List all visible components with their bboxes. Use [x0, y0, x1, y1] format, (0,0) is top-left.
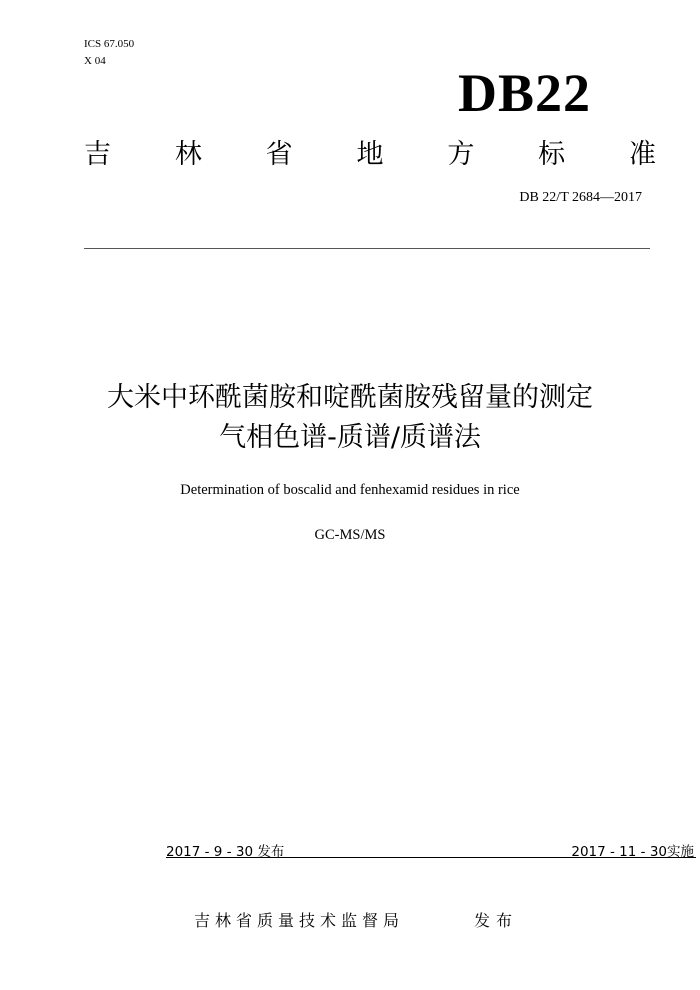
title-line-2: 气相色谱-质谱/质谱法: [219, 422, 481, 453]
db-logo: DB22: [458, 63, 592, 123]
header-divider: [84, 248, 650, 249]
standard-type: [84, 138, 656, 172]
ccs-code: X 04: [84, 55, 106, 67]
standard-code: DB 22/T 2684—2017: [519, 190, 642, 205]
implementation-date: 2017 - 11 - 30实施: [571, 844, 694, 860]
title-line-1: 大米中环酰菌胺和啶酰菌胺残留量的测定: [107, 382, 593, 413]
standard-type-char: 准: [628, 139, 656, 170]
ics-code: ICS 67.050: [84, 38, 135, 50]
publisher-name: 吉林省质量技术监督局: [194, 911, 405, 930]
standard-type-char: 吉: [84, 139, 111, 170]
standard-type-char: 方: [447, 139, 475, 170]
classification-codes: [84, 36, 134, 70]
method-title: GC-MS/MS: [314, 527, 386, 543]
standard-type-char: 地: [356, 139, 384, 170]
publish-label: 发布: [474, 911, 519, 930]
standard-type-char: 标: [538, 139, 566, 170]
issue-date: 2017 - 9 - 30 发布: [166, 844, 285, 860]
standard-type-char: 林: [174, 139, 202, 170]
standard-type-char: 省: [265, 139, 293, 170]
english-title: Determination of boscalid and fenhexamid residues in rice: [180, 482, 520, 498]
date-divider: [166, 857, 696, 858]
document-title: [0, 378, 700, 458]
